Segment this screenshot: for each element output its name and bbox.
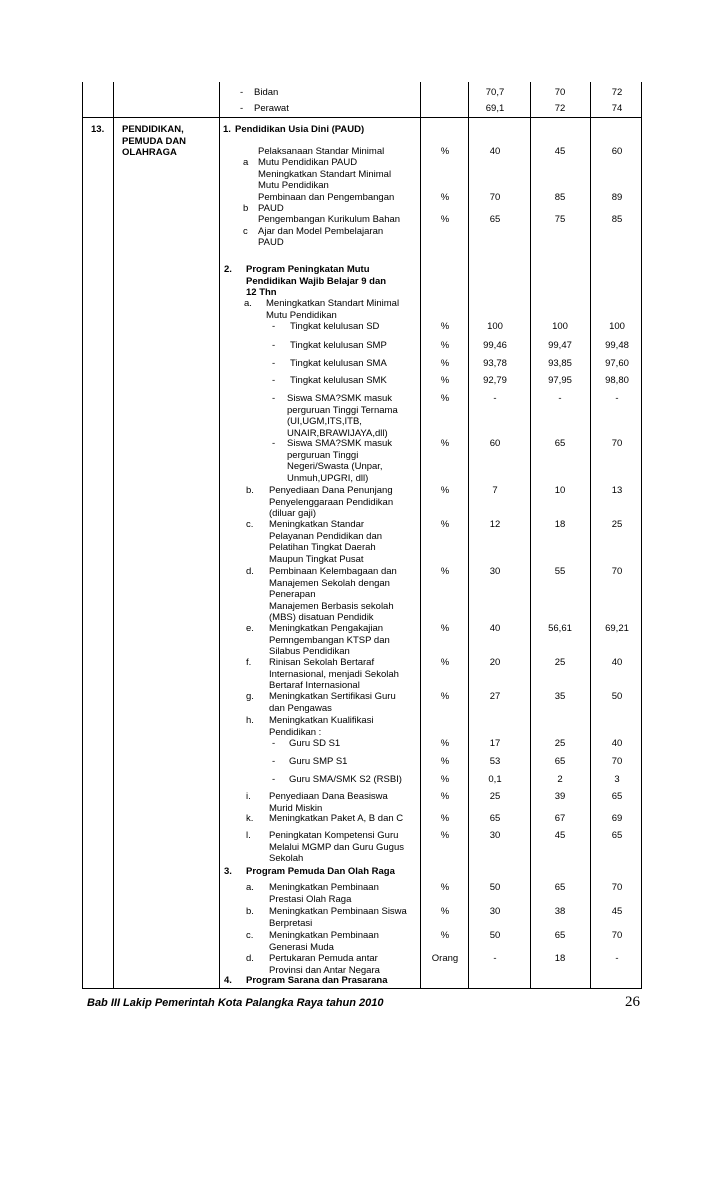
item-value-2: 18 — [554, 953, 566, 964]
item-value-3: 69 — [611, 813, 623, 824]
item-text: Manajemen Sekolah dengan — [269, 577, 390, 589]
paud-c-unit: % — [440, 214, 450, 225]
program-title: Program Sarana dan Prasarana — [246, 975, 388, 986]
item-text: Pembinaan Kelembagaan dan — [269, 566, 397, 577]
item-value-3: 50 — [611, 691, 623, 702]
item-text: Meningkatkan Sertifikasi Guru — [269, 691, 396, 702]
item-unit: % — [440, 830, 450, 841]
item-value-2: 56,61 — [548, 623, 572, 634]
item-value-3: 70 — [611, 882, 623, 893]
program-number: 4. — [224, 975, 232, 986]
item-value-3: 13 — [611, 485, 623, 496]
list-dash: - — [272, 358, 276, 369]
item-text: Bertaraf Internasional — [269, 680, 360, 691]
item-text: Mutu Pendidikan PAUD — [258, 157, 358, 168]
item-label: k. — [246, 813, 254, 824]
guru-unit: % — [440, 756, 450, 767]
item-unit: % — [440, 791, 450, 802]
item-text: Meningkatkan Paket A, B dan C — [269, 813, 404, 824]
siswa-top-value-3: - — [615, 393, 619, 404]
list-dash: - — [272, 375, 276, 386]
item-value-1: 30 — [489, 566, 501, 577]
item-text: dan Pengawas — [269, 702, 332, 714]
item-text: Murid Miskin — [269, 802, 323, 814]
sub-item-text: Guru SMP S1 — [289, 756, 348, 767]
table-column-divider — [113, 82, 114, 988]
item-value-2: 10 — [554, 485, 566, 496]
item-text: Meningkatkan Pengakajian — [269, 623, 384, 634]
item-value-1: 20 — [489, 657, 501, 668]
item-value-2: 45 — [554, 830, 566, 841]
item-text: Sekolah — [269, 853, 304, 864]
list-dash: - — [272, 774, 276, 785]
item-value-1: 50 — [489, 882, 501, 893]
sub-item-text: Tingkat kelulusan SMK — [290, 375, 387, 386]
item-value-1: - — [493, 953, 497, 964]
item-text: Meningkatkan Pembinaan — [269, 930, 379, 941]
sub-item-value-1: 93,78 — [483, 358, 507, 369]
row-label: Perawat — [254, 103, 289, 114]
sub-item-text: Siswa SMA?SMK masuk — [287, 393, 393, 404]
guru-value-3: 3 — [614, 774, 620, 785]
item-label: e. — [246, 623, 254, 634]
page-number: 26 — [625, 994, 640, 1010]
item-text: Silabus Pendidikan — [269, 646, 350, 657]
item-text: Pelaksanaan Standar Minimal — [258, 146, 385, 157]
item-text: Penerapan — [269, 589, 316, 600]
row-value-1: 69,1 — [485, 103, 505, 114]
item-value-3: 45 — [611, 906, 623, 917]
sub-item-value-2: 100 — [552, 321, 568, 332]
sub-item-unit: % — [440, 358, 450, 369]
item-value-2: 65 — [554, 930, 566, 941]
siswa-negeri-value-1: 60 — [489, 438, 501, 449]
table-column-divider — [530, 82, 531, 988]
program-title: Program Peningkatan Mutu — [246, 264, 370, 275]
sub-item-unit: % — [440, 375, 450, 386]
sub-item-value-1: 100 — [487, 321, 503, 332]
item-label: c — [243, 226, 248, 237]
item-label: d. — [246, 953, 254, 964]
item-label: b. — [246, 906, 254, 917]
program-number: 3. — [224, 866, 232, 877]
table-bottom-border — [82, 988, 642, 989]
item-label: i. — [246, 791, 251, 802]
row-value-3: 72 — [611, 87, 623, 98]
item-label: b. — [246, 485, 254, 496]
paud-a-value-1: 40 — [489, 146, 501, 157]
list-dash: - — [272, 340, 276, 351]
item-label: a. — [244, 298, 252, 309]
item-value-1: 65 — [489, 813, 501, 824]
item-text: Prestasi Olah Raga — [269, 893, 352, 905]
item-text: Pembinaan dan Pengembangan — [258, 192, 395, 203]
item-text: Meningkatkan Standart Minimal — [258, 169, 392, 180]
item-text: PAUD — [258, 203, 284, 214]
paud-b-unit: % — [440, 192, 450, 203]
program-title: Pendidikan Usia Dini (PAUD) — [235, 124, 365, 135]
sub-item-text: perguruan Tinggi — [287, 449, 359, 461]
list-dash: - — [272, 756, 276, 767]
item-text: Meningkatkan Kualifikasi — [269, 715, 374, 726]
item-unit: % — [440, 566, 450, 577]
row-value-3: 74 — [611, 103, 623, 114]
section-number: 13. — [91, 124, 105, 135]
item-text: Pelayanan Pendidikan dan — [269, 530, 383, 542]
sub-item-text: Unmuh,UPGRI, dll) — [287, 472, 369, 484]
item-unit: % — [440, 485, 450, 496]
program-title: Pendidikan Wajib Belajar 9 dan — [246, 275, 387, 287]
item-text: Provinsi dan Antar Negara — [269, 964, 380, 976]
sub-item-unit: % — [440, 340, 450, 351]
section-name: OLAHRAGA — [122, 147, 177, 158]
paud-a-value-2: 45 — [554, 146, 566, 157]
item-text: Meningkatkan Pembinaan — [269, 882, 379, 893]
item-label: h. — [246, 715, 254, 726]
sub-item-unit: % — [440, 321, 450, 332]
item-value-2: 39 — [554, 791, 566, 802]
item-unit: % — [440, 657, 450, 668]
guru-value-1: 53 — [489, 756, 501, 767]
item-text: (diluar gaji) — [269, 508, 316, 519]
item-text: Mutu Pendidikan — [266, 309, 337, 321]
item-text: Meningkatkan Standar — [269, 519, 365, 530]
item-value-3: - — [615, 953, 619, 964]
item-unit: % — [440, 691, 450, 702]
item-label: l. — [246, 830, 251, 841]
item-text: Berpretasi — [269, 917, 313, 929]
item-unit: % — [440, 906, 450, 917]
guru-value-3: 70 — [611, 756, 623, 767]
sub-item-text: Negeri/Swasta (Unpar, — [287, 461, 383, 472]
sub-item-text: (UI,UGM,ITS,ITB, — [287, 416, 362, 427]
sub-item-value-1: 99,46 — [483, 340, 507, 351]
item-value-1: 27 — [489, 691, 501, 702]
item-label: g. — [246, 691, 254, 702]
item-value-2: 67 — [554, 813, 566, 824]
sub-item-text: Tingkat kelulusan SMA — [290, 358, 387, 369]
list-dash: - — [272, 738, 276, 749]
list-dash: - — [272, 438, 276, 449]
item-value-3: 70 — [611, 930, 623, 941]
list-dash: - — [240, 103, 244, 114]
item-value-3: 40 — [611, 657, 623, 668]
siswa-negeri-value-2: 65 — [554, 438, 566, 449]
paud-b-value-3: 89 — [611, 192, 623, 203]
program-title: Program Pemuda Dan Olah Raga — [246, 866, 395, 877]
section-name: PENDIDIKAN, — [122, 124, 184, 135]
guru-value-2: 65 — [554, 756, 566, 767]
item-value-3: 65 — [611, 830, 623, 841]
item-text: Pendidikan : — [269, 726, 322, 738]
item-text: Mutu Pendidikan — [258, 180, 329, 191]
sub-item-text: Siswa SMA?SMK masuk — [287, 438, 393, 449]
item-text: Internasional, menjadi Sekolah — [269, 668, 399, 680]
guru-unit: % — [440, 774, 450, 785]
program-number: 1. — [223, 124, 231, 135]
item-text: Ajar dan Model Pembelajaran — [258, 226, 384, 237]
paud-a-unit: % — [440, 146, 450, 157]
sub-item-value-3: 99,48 — [605, 340, 629, 351]
sub-item-value-2: 99,47 — [548, 340, 572, 351]
list-dash: - — [240, 87, 244, 98]
item-text: Pelatihan Tingkat Daerah — [269, 542, 376, 553]
item-text: PAUD — [258, 237, 284, 248]
item-text: Meningkatkan Pembinaan Siswa — [269, 906, 407, 917]
item-text: Meningkatkan Standart Minimal — [266, 298, 400, 309]
item-text: Rinisan Sekolah Bertaraf — [269, 657, 375, 668]
paud-c-value-3: 85 — [611, 214, 623, 225]
item-value-1: 50 — [489, 930, 501, 941]
item-text: Penyelenggaraan Pendidikan — [269, 496, 394, 508]
sub-item-value-3: 97,60 — [605, 358, 629, 369]
item-value-1: 40 — [489, 623, 501, 634]
table-row-divider — [82, 117, 642, 118]
item-value-1: 30 — [489, 830, 501, 841]
item-value-3: 25 — [611, 519, 623, 530]
paud-a-value-3: 60 — [611, 146, 623, 157]
table-column-divider — [590, 82, 591, 988]
item-text: Maupun Tingkat Pusat — [269, 553, 364, 565]
guru-value-3: 40 — [611, 738, 623, 749]
guru-value-2: 2 — [557, 774, 563, 785]
sub-item-text: Guru SD S1 — [289, 738, 341, 749]
item-unit: % — [440, 519, 450, 530]
sub-item-text: Tingkat kelulusan SMP — [290, 340, 387, 351]
siswa-top-value-2: - — [558, 393, 562, 404]
row-label: Bidan — [254, 87, 279, 98]
item-text: Generasi Muda — [269, 941, 334, 953]
item-value-1: 12 — [489, 519, 501, 530]
footer-title: Bab III Lakip Pemerintah Kota Palangka Raya tahun 2010 — [87, 997, 384, 1009]
siswa-negeri-unit: % — [440, 438, 450, 449]
item-label: f. — [246, 657, 252, 668]
row-value-2: 72 — [554, 103, 566, 114]
item-value-1: 30 — [489, 906, 501, 917]
item-value-1: 7 — [492, 485, 498, 496]
guru-value-2: 25 — [554, 738, 566, 749]
program-title: 12 Thn — [246, 287, 277, 298]
item-label: c. — [246, 519, 254, 530]
sub-item-value-2: 97,95 — [548, 375, 572, 386]
item-value-2: 38 — [554, 906, 566, 917]
item-value-2: 65 — [554, 882, 566, 893]
item-text: Penyediaan Dana Beasiswa — [269, 791, 388, 802]
sub-item-value-3: 98,80 — [605, 375, 629, 386]
sub-item-value-3: 100 — [609, 321, 625, 332]
item-label: a. — [246, 882, 254, 893]
item-label: a — [243, 157, 249, 168]
item-label: c. — [246, 930, 254, 941]
item-unit: Orang — [431, 953, 459, 964]
table-column-divider — [219, 82, 220, 988]
item-text: Melalui MGMP dan Guru Gugus — [269, 841, 404, 853]
paud-c-value-1: 65 — [489, 214, 501, 225]
guru-unit: % — [440, 738, 450, 749]
item-unit: % — [440, 930, 450, 941]
item-value-1: 25 — [489, 791, 501, 802]
item-unit: % — [440, 882, 450, 893]
paud-c-value-2: 75 — [554, 214, 566, 225]
list-dash: - — [272, 393, 276, 404]
item-unit: % — [440, 623, 450, 634]
item-value-2: 18 — [554, 519, 566, 530]
sub-item-text: UNAIR,BRAWIJAYA,dll) — [287, 427, 388, 439]
item-value-2: 25 — [554, 657, 566, 668]
siswa-top-unit: % — [440, 393, 450, 404]
siswa-negeri-value-3: 70 — [611, 438, 623, 449]
row-value-2: 70 — [554, 87, 566, 98]
item-label: b — [243, 203, 249, 214]
row-value-1: 70,7 — [485, 87, 505, 98]
sub-item-text: perguruan Tinggi Ternama — [287, 404, 398, 416]
item-value-3: 69,21 — [605, 623, 629, 634]
item-text: (MBS) disatuan Pendidik — [269, 612, 374, 623]
item-text: Manajemen Berbasis sekolah — [269, 600, 394, 612]
guru-value-1: 17 — [489, 738, 501, 749]
item-text: Pengembangan Kurikulum Bahan — [258, 214, 401, 225]
paud-b-value-2: 85 — [554, 192, 566, 203]
list-dash: - — [272, 321, 276, 332]
item-label: d. — [246, 566, 254, 577]
item-text: Peningkatan Kompetensi Guru — [269, 830, 399, 841]
item-unit: % — [440, 813, 450, 824]
item-text: Pertukaran Pemuda antar — [269, 953, 378, 964]
program-number: 2. — [224, 264, 232, 275]
item-text: Penyediaan Dana Penunjang — [269, 485, 393, 496]
item-value-3: 65 — [611, 791, 623, 802]
table-border-left — [82, 82, 83, 988]
sub-item-value-2: 93,85 — [548, 358, 572, 369]
sub-item-text: Guru SMA/SMK S2 (RSBI) — [289, 774, 402, 785]
guru-value-1: 0,1 — [488, 774, 502, 785]
siswa-top-value-1: - — [493, 393, 497, 404]
paud-b-value-1: 70 — [489, 192, 501, 203]
item-value-2: 35 — [554, 691, 566, 702]
item-value-3: 70 — [611, 566, 623, 577]
sub-item-value-1: 92,79 — [483, 375, 507, 386]
sub-item-text: Tingkat kelulusan SD — [290, 321, 380, 332]
section-name: PEMUDA DAN — [122, 135, 187, 147]
item-value-2: 55 — [554, 566, 566, 577]
item-text: Pemngembangan KTSP dan — [269, 634, 390, 646]
